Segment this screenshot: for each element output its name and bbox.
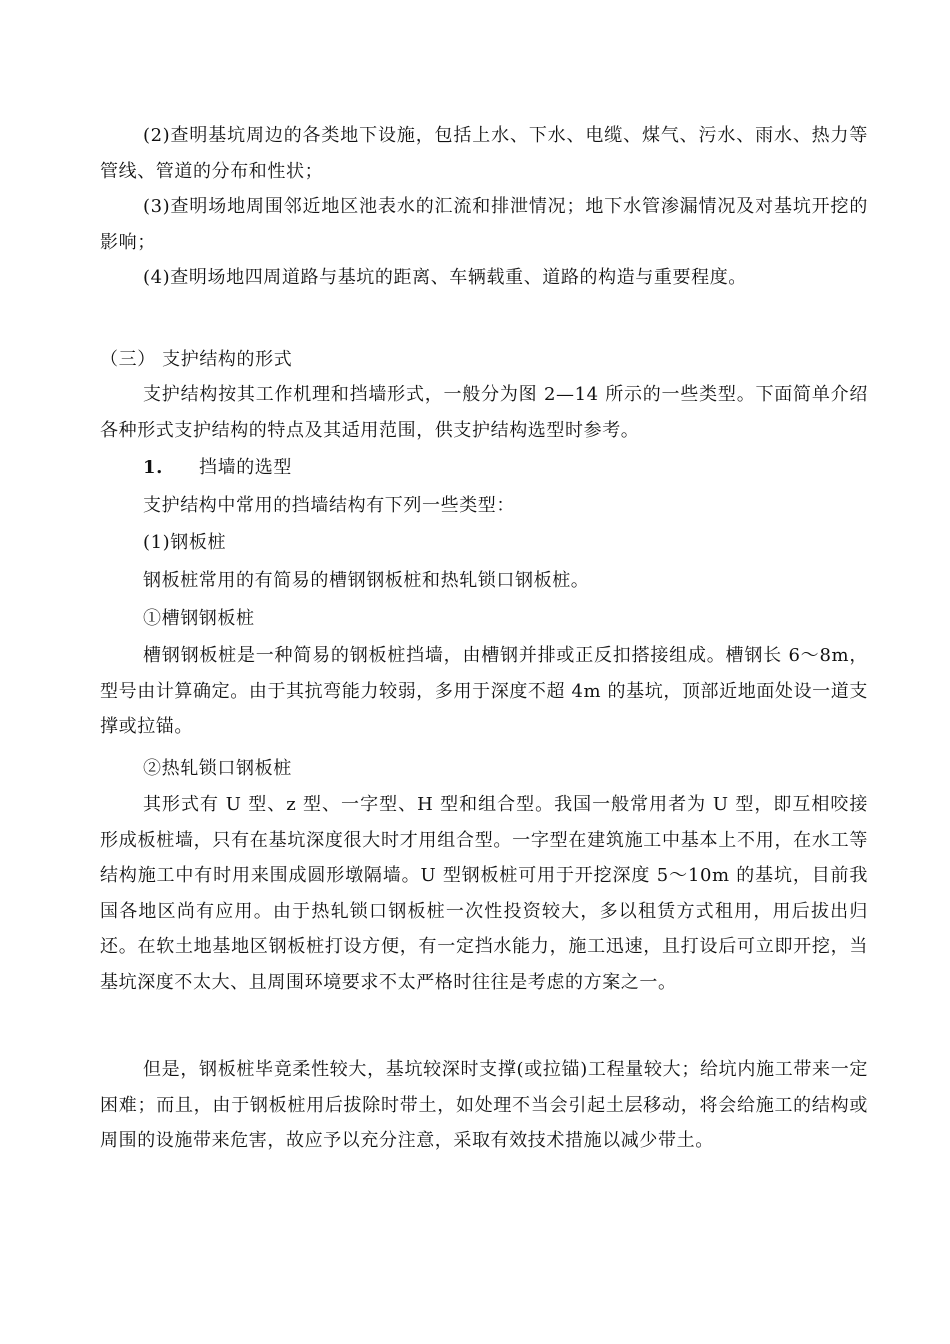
paragraph-roads: (4)查明场地四周道路与基坑的距离、车辆载重、道路的构造与重要程度。 — [143, 267, 747, 288]
paragraph-steel-sheet-pile-intro: 钢板桩常用的有简易的槽钢钢板桩和热轧锁口钢板桩。 — [143, 570, 590, 591]
paragraph-hot-rolled-pile-title: ②热轧锁口钢板桩 — [143, 758, 292, 779]
paragraph-surface-water: (3)查明场地周围邻近地区池表水的汇流和排泄情况；地下水管渗漏情况及对基坑开挖的影响； — [100, 196, 868, 253]
paragraph-support-types: 支护结构按其工作机理和挡墙形式，一般分为图 2—14 所示的一些类型。下面简单介绍各种形式支护结构的特点及其适用范围，供支护结构选型时参考。 — [100, 384, 868, 441]
sub-heading-wall-selection — [143, 450, 868, 486]
paragraph-steel-sheet-pile-title: (1)钢板桩 — [143, 532, 227, 553]
paragraph-underground-facilities: (2)查明基坑周边的各类地下设施，包括上水、下水、电缆、煤气、污水、雨水、热力等管线、管道的分布和性状； — [100, 125, 868, 182]
sub-heading-text: 挡墙的选型 — [199, 457, 292, 478]
paragraph-common-walls: 支护结构中常用的挡墙结构有下列一些类型： — [143, 495, 515, 516]
paragraph-hot-rolled-pile-body: 其形式有 U 型、z 型、一字型、H 型和组合型。我国一般常用者为 U 型，即互相咬接形成板桩墙，只有在基坑深度很大时才用组合型。一字型在建筑施工中基本上不用，在水工等结构施工中有时用来围成圆形墩隔墙。U 型钢板桩可用于开挖深度 5～10m 的基坑，目前我国各地区尚有应用。由于热轧锁口钢板桩一次性投资较大，多以租赁方式租用，用后拔出归还。在软土地基地区钢板桩打设方便，有一定挡水能力，施工迅速，且打设后可立即开挖，当基坑深度不太大、且周围环境要求不太严格时往往是考虑的方案之一。 — [100, 794, 868, 993]
paragraph-channel-pile-body: 槽钢钢板桩是一种简易的钢板桩挡墙，由槽钢并排或正反扣搭接组成。槽钢长 6～8m，型号由计算确定。由于其抗弯能力较弱，多用于深度不超 4m 的基坑，顶部近地面处设一道支撑或拉锚。 — [100, 645, 868, 737]
paragraph-channel-pile-title: ①槽钢钢板桩 — [143, 608, 255, 629]
section-heading: （三） 支护结构的形式 — [100, 349, 293, 370]
sub-heading-number: 1. — [143, 457, 163, 478]
paragraph-disadvantages: 但是，钢板桩毕竟柔性较大，基坑较深时支撑(或拉锚)工程量较大；给坑内施工带来一定困难；而且，由于钢板桩用后拔除时带土，如处理不当会引起土层移动，将会给施工的结构或周围的设施带来危害，故应予以充分注意，采取有效技术措施以减少带土。 — [100, 1059, 868, 1151]
